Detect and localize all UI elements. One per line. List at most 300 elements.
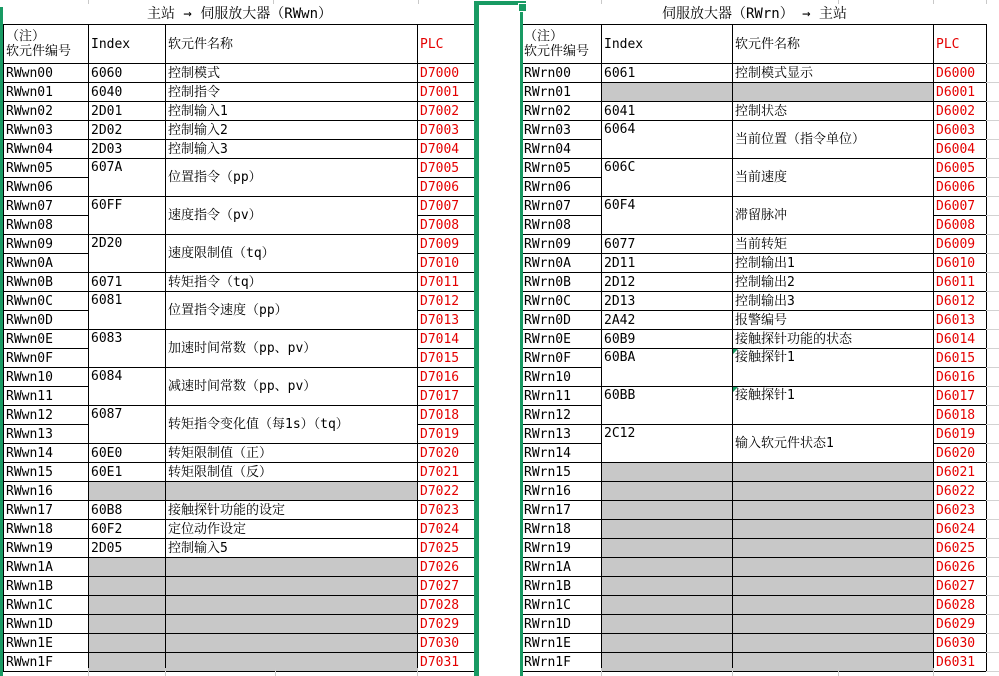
cell-device-name-text: 速度指令（pv）: [168, 208, 262, 223]
cell-device-number[interactable]: RWrn01: [522, 83, 602, 102]
cell-device-name-text: 控制输出2: [735, 274, 795, 290]
cell-index[interactable]: 60FF: [89, 197, 166, 235]
cell-index[interactable]: [602, 615, 733, 634]
cell-index[interactable]: [602, 653, 733, 672]
cell-plc-address[interactable]: D6015: [934, 349, 987, 368]
cell-device-name-text: 速度限制值（tq）: [168, 246, 275, 261]
cell-plc-address[interactable]: D7012: [418, 292, 475, 311]
cell-device-number[interactable]: RWrn17: [522, 501, 602, 520]
cell-device-number[interactable]: RWrn08: [522, 216, 602, 235]
cell-index[interactable]: 6061: [602, 64, 733, 83]
cell-index[interactable]: [89, 558, 166, 577]
cell-device-name[interactable]: [733, 235, 934, 254]
cell-device-number[interactable]: RWrn0C: [522, 292, 602, 311]
header-device-number-line: 软元件编号: [524, 44, 590, 59]
cell-device-number[interactable]: RWwn12: [4, 406, 89, 425]
gridline-stub: [273, 0, 274, 4]
cell-device-name[interactable]: [166, 444, 418, 463]
cell-plc-address[interactable]: D6006: [934, 178, 987, 197]
cell-device-number[interactable]: RWwn10: [4, 368, 89, 387]
cell-device-number[interactable]: RWwn00: [4, 64, 89, 83]
gridline-stub: [986, 0, 987, 4]
cell-plc-address[interactable]: D6017: [934, 387, 987, 406]
cell-device-name[interactable]: [733, 292, 934, 311]
cell-device-number[interactable]: RWrn0A: [522, 254, 602, 273]
cell-index[interactable]: [602, 520, 733, 539]
cell-index[interactable]: 60B8: [89, 501, 166, 520]
cell-device-number[interactable]: RWwn1C: [4, 596, 89, 615]
cell-device-number[interactable]: RWwn0F: [4, 349, 89, 368]
cell-device-name-text: 控制输入1: [168, 103, 228, 119]
cell-device-name[interactable]: [166, 64, 418, 83]
cell-plc-address[interactable]: D7006: [418, 178, 475, 197]
cell-device-name[interactable]: [166, 159, 418, 197]
cell-device-name[interactable]: [166, 197, 418, 235]
cell-device-number[interactable]: RWwn15: [4, 463, 89, 482]
cell-index[interactable]: [602, 463, 733, 482]
cell-device-number[interactable]: RWrn0D: [522, 311, 602, 330]
cell-plc-address[interactable]: D7002: [418, 102, 475, 121]
cell-index[interactable]: 6041: [602, 102, 733, 121]
selection-edge-left-line: [0, 7, 3, 676]
cell-device-name[interactable]: [166, 121, 418, 140]
cell-device-number[interactable]: RWrn04: [522, 140, 602, 159]
cell-device-name-text: 控制输出1: [735, 255, 795, 271]
cell-device-number[interactable]: RWrn13: [522, 425, 602, 444]
cell-plc-address[interactable]: D6020: [934, 444, 987, 463]
cell-device-name[interactable]: [166, 634, 418, 653]
cell-plc-address[interactable]: D6016: [934, 368, 987, 387]
cell-index[interactable]: 2D05: [89, 539, 166, 558]
cell-plc-address[interactable]: D6003: [934, 121, 987, 140]
cell-device-number[interactable]: RWrn1B: [522, 577, 602, 596]
cell-plc-address[interactable]: D7013: [418, 311, 475, 330]
cell-index[interactable]: [89, 653, 166, 672]
cell-device-number[interactable]: RWwn0E: [4, 330, 89, 349]
cell-device-number[interactable]: RWwn1F: [4, 653, 89, 672]
cell-index[interactable]: 2D02: [89, 121, 166, 140]
cell-index[interactable]: 2D20: [89, 235, 166, 273]
cell-plc-address[interactable]: D6018: [934, 406, 987, 425]
cell-plc-address[interactable]: D6000: [934, 64, 987, 83]
cell-device-name[interactable]: [166, 653, 418, 672]
cell-device-number[interactable]: RWrn05: [522, 159, 602, 178]
cell-plc-address[interactable]: D7010: [418, 254, 475, 273]
cell-device-name-text: 控制状态: [735, 103, 788, 119]
cell-plc-address[interactable]: D7005: [418, 159, 475, 178]
gridline-stub: [732, 668, 733, 676]
cell-device-name-text: 当前位置（指令单位）: [735, 132, 866, 147]
cell-device-name[interactable]: [733, 349, 934, 387]
gridline-stub: [165, 668, 166, 676]
cell-device-name[interactable]: [166, 140, 418, 159]
cell-device-name-text: 控制输入2: [168, 122, 228, 138]
gridline-stub: [88, 0, 89, 4]
cell-device-name[interactable]: [733, 520, 934, 539]
cell-device-number[interactable]: RWwn18: [4, 520, 89, 539]
cell-index[interactable]: 606C: [602, 159, 733, 197]
cell-device-number[interactable]: RWrn1C: [522, 596, 602, 615]
cell-device-number[interactable]: RWwn02: [4, 102, 89, 121]
gridline-stub: [933, 0, 934, 4]
cell-device-name[interactable]: [733, 311, 934, 330]
cell-device-number[interactable]: RWwn09: [4, 235, 89, 254]
cell-device-name-text: 加速时间常数（pp、pv）: [168, 341, 317, 356]
cell-device-name[interactable]: [166, 482, 418, 501]
cell-device-number[interactable]: RWrn14: [522, 444, 602, 463]
cell-device-name[interactable]: [733, 634, 934, 653]
cell-plc-address[interactable]: D6001: [934, 83, 987, 102]
cell-index[interactable]: [89, 482, 166, 501]
cell-plc-address[interactable]: D6027: [934, 577, 987, 596]
cell-plc-address[interactable]: D7020: [418, 444, 475, 463]
cell-device-number[interactable]: RWwn04: [4, 140, 89, 159]
cell-device-number[interactable]: RWwn0B: [4, 273, 89, 292]
header-index[interactable]: Index: [89, 25, 166, 64]
cell-device-name[interactable]: [166, 406, 418, 444]
cell-index[interactable]: 2D11: [602, 254, 733, 273]
gridline-stub: [88, 668, 89, 676]
cell-plc-address[interactable]: D7026: [418, 558, 475, 577]
header-device-number[interactable]: [4, 25, 89, 64]
cell-device-name[interactable]: [166, 235, 418, 273]
cell-index[interactable]: [602, 83, 733, 102]
cell-device-number[interactable]: RWwn0C: [4, 292, 89, 311]
empty-cells-gridlines: [986, 63, 999, 672]
cell-error-indicator-icon: [733, 387, 738, 392]
cell-device-name[interactable]: [166, 558, 418, 577]
cell-device-name[interactable]: [733, 387, 934, 425]
cell-plc-address[interactable]: D6010: [934, 254, 987, 273]
cell-index[interactable]: [602, 539, 733, 558]
selected-column-right-border: [520, 12, 523, 676]
cell-index[interactable]: [89, 634, 166, 653]
cell-index[interactable]: 6083: [89, 330, 166, 368]
cell-device-number[interactable]: RWrn16: [522, 482, 602, 501]
cell-device-number[interactable]: RWrn03: [522, 121, 602, 140]
cell-device-name-text: 位置指令（pp）: [168, 170, 262, 185]
cell-device-number[interactable]: RWrn10: [522, 368, 602, 387]
cell-device-name[interactable]: [733, 501, 934, 520]
cell-device-name[interactable]: [166, 596, 418, 615]
cell-index[interactable]: 6060: [89, 64, 166, 83]
cell-device-name[interactable]: [733, 577, 934, 596]
cell-index[interactable]: 60E0: [89, 444, 166, 463]
cell-device-number[interactable]: RWwn05: [4, 159, 89, 178]
cell-plc-address[interactable]: D7011: [418, 273, 475, 292]
cell-plc-address[interactable]: D7015: [418, 349, 475, 368]
cell-device-name[interactable]: [166, 330, 418, 368]
header-device-number-line: （注）: [524, 29, 564, 44]
cell-index[interactable]: 2D13: [602, 292, 733, 311]
cell-plc-address[interactable]: D7027: [418, 577, 475, 596]
cell-plc-address[interactable]: D6021: [934, 463, 987, 482]
cell-device-name-text: 转矩指令（tq）: [168, 274, 262, 290]
cell-device-name[interactable]: [733, 121, 934, 159]
cell-device-number[interactable]: RWwn17: [4, 501, 89, 520]
cell-plc-address[interactable]: D7017: [418, 387, 475, 406]
cell-device-number[interactable]: RWwn1B: [4, 577, 89, 596]
cell-plc-address[interactable]: D7001: [418, 83, 475, 102]
cell-index[interactable]: [89, 596, 166, 615]
cell-plc-address[interactable]: D7023: [418, 501, 475, 520]
cell-device-name-text: 控制指令: [168, 84, 221, 100]
cell-device-name[interactable]: [166, 102, 418, 121]
io-map-table: [3, 4, 475, 672]
cell-device-number[interactable]: RWwn03: [4, 121, 89, 140]
gridline-stub: [601, 0, 602, 4]
cell-device-name-text: 接触探针功能的状态: [735, 331, 853, 347]
cell-device-number[interactable]: RWrn0F: [522, 349, 602, 368]
cell-device-name-text: 转矩限制值（反）: [168, 464, 273, 480]
cell-plc-address[interactable]: D6008: [934, 216, 987, 235]
cell-index[interactable]: 6077: [602, 235, 733, 254]
cell-device-number[interactable]: RWwn0D: [4, 311, 89, 330]
cell-device-number[interactable]: RWwn0A: [4, 254, 89, 273]
cell-device-number[interactable]: RWwn13: [4, 425, 89, 444]
cell-device-number[interactable]: RWrn15: [522, 463, 602, 482]
cell-device-name[interactable]: [733, 254, 934, 273]
cell-plc-address[interactable]: D7031: [418, 653, 475, 672]
cell-index[interactable]: 60BB: [602, 387, 733, 425]
cell-plc-address[interactable]: D7009: [418, 235, 475, 254]
cell-device-name[interactable]: [733, 653, 934, 672]
cell-plc-address[interactable]: D6014: [934, 330, 987, 349]
cell-plc-address[interactable]: D7004: [418, 140, 475, 159]
gridline-stub: [838, 0, 839, 4]
cell-device-number[interactable]: RWwn1E: [4, 634, 89, 653]
cell-index[interactable]: 6040: [89, 83, 166, 102]
cell-index[interactable]: 6071: [89, 273, 166, 292]
cell-device-name[interactable]: [166, 577, 418, 596]
cell-plc-address[interactable]: D6005: [934, 159, 987, 178]
cell-device-name-text: 输入软元件状态1: [735, 436, 834, 451]
cell-index[interactable]: 2D01: [89, 102, 166, 121]
cell-device-name[interactable]: [166, 273, 418, 292]
table-title[interactable]: 伺服放大器（RWrn） → 主站: [522, 4, 987, 25]
cell-index[interactable]: 6081: [89, 292, 166, 330]
cell-device-number[interactable]: RWrn1D: [522, 615, 602, 634]
cell-device-name[interactable]: [733, 102, 934, 121]
cell-device-name[interactable]: [166, 83, 418, 102]
cell-device-name[interactable]: [166, 539, 418, 558]
cell-plc-address[interactable]: D6002: [934, 102, 987, 121]
cell-device-name[interactable]: [733, 197, 934, 235]
cell-device-number[interactable]: RWwn14: [4, 444, 89, 463]
cell-index[interactable]: 60E1: [89, 463, 166, 482]
cell-device-number[interactable]: RWwn06: [4, 178, 89, 197]
cell-device-name-text: 转矩限制值（正）: [168, 445, 273, 461]
cell-device-number[interactable]: RWwn1D: [4, 615, 89, 634]
cell-device-name-text: 转矩指令变化值（每1s）（tq）: [168, 417, 349, 432]
cell-plc-address[interactable]: D6012: [934, 292, 987, 311]
cell-index[interactable]: 2D03: [89, 140, 166, 159]
cell-device-name-text: 接触探针1: [735, 388, 795, 403]
cell-device-number[interactable]: RWrn18: [522, 520, 602, 539]
cell-device-number[interactable]: RWwn19: [4, 539, 89, 558]
cell-device-number[interactable]: RWwn01: [4, 83, 89, 102]
cell-plc-address[interactable]: D6011: [934, 273, 987, 292]
cell-plc-address[interactable]: D7024: [418, 520, 475, 539]
cell-plc-address[interactable]: D7022: [418, 482, 475, 501]
cell-device-number[interactable]: RWrn11: [522, 387, 602, 406]
cell-device-number[interactable]: RWrn12: [522, 406, 602, 425]
cell-plc-address[interactable]: D7008: [418, 216, 475, 235]
cell-plc-address[interactable]: D6009: [934, 235, 987, 254]
cell-error-indicator-icon: [733, 349, 738, 354]
cell-device-name[interactable]: [166, 520, 418, 539]
cell-plc-address[interactable]: D6022: [934, 482, 987, 501]
cell-index[interactable]: [89, 615, 166, 634]
cell-device-name[interactable]: [733, 539, 934, 558]
cell-device-name[interactable]: [733, 482, 934, 501]
cell-index[interactable]: 60F4: [602, 197, 733, 235]
table-title[interactable]: 主站 → 伺服放大器（RWwn）: [4, 4, 475, 25]
cell-plc-address[interactable]: D6007: [934, 197, 987, 216]
selected-column-left-border: [474, 1, 479, 676]
cell-plc-address[interactable]: D7028: [418, 596, 475, 615]
cell-plc-address[interactable]: D6004: [934, 140, 987, 159]
cell-device-name[interactable]: [166, 501, 418, 520]
cell-device-name-text: 报警编号: [735, 312, 788, 328]
header-device-name[interactable]: 软元件名称: [166, 25, 418, 64]
cell-device-number[interactable]: RWrn00: [522, 64, 602, 83]
cell-index[interactable]: 2D12: [602, 273, 733, 292]
cell-device-number[interactable]: RWrn19: [522, 539, 602, 558]
cell-index[interactable]: 6087: [89, 406, 166, 444]
cell-device-number[interactable]: RWrn0B: [522, 273, 602, 292]
cell-device-number[interactable]: RWwn07: [4, 197, 89, 216]
cell-plc-address[interactable]: D7018: [418, 406, 475, 425]
cell-device-name-text: 定位动作设定: [168, 521, 247, 537]
cell-device-number[interactable]: RWrn02: [522, 102, 602, 121]
cell-device-name[interactable]: [733, 330, 934, 349]
cell-device-number[interactable]: RWrn07: [522, 197, 602, 216]
cell-device-name-text: 减速时间常数（pp、pv）: [168, 379, 317, 394]
cell-index[interactable]: 2A42: [602, 311, 733, 330]
cell-index[interactable]: 607A: [89, 159, 166, 197]
cell-device-name-text: 控制模式: [168, 65, 221, 81]
cell-device-number[interactable]: RWrn1E: [522, 634, 602, 653]
cell-plc-address[interactable]: D6013: [934, 311, 987, 330]
cell-device-number[interactable]: RWwn11: [4, 387, 89, 406]
cell-plc-address[interactable]: D7000: [418, 64, 475, 83]
cell-plc-address[interactable]: D7029: [418, 615, 475, 634]
cell-index[interactable]: 60BA: [602, 349, 733, 387]
header-plc[interactable]: PLC: [418, 25, 475, 64]
cell-index[interactable]: 2C12: [602, 425, 733, 463]
cell-device-number[interactable]: RWrn0E: [522, 330, 602, 349]
cell-device-number[interactable]: RWwn16: [4, 482, 89, 501]
cell-device-name[interactable]: [733, 159, 934, 197]
header-device-number[interactable]: [522, 25, 602, 64]
cell-device-number[interactable]: RWrn06: [522, 178, 602, 197]
cell-index[interactable]: [602, 596, 733, 615]
cell-device-name-text: 接触探针功能的设定: [168, 502, 286, 518]
header-device-number-line: （注）: [6, 29, 46, 44]
cell-index[interactable]: [602, 634, 733, 653]
cell-device-name[interactable]: [733, 273, 934, 292]
header-index[interactable]: Index: [602, 25, 733, 64]
cell-device-name[interactable]: [733, 64, 934, 83]
io-map-table: [521, 4, 987, 672]
header-device-number-line: 软元件编号: [6, 44, 72, 59]
cell-plc-address[interactable]: D6023: [934, 501, 987, 520]
cell-index[interactable]: [602, 482, 733, 501]
cell-device-name[interactable]: [166, 463, 418, 482]
cell-plc-address[interactable]: D7025: [418, 539, 475, 558]
gridline-stub: [933, 668, 934, 676]
cell-plc-address[interactable]: D7030: [418, 634, 475, 653]
cell-plc-address[interactable]: D7014: [418, 330, 475, 349]
cell-device-name[interactable]: [733, 425, 934, 463]
cell-device-name-text: 当前转矩: [735, 236, 788, 252]
cell-device-name[interactable]: [733, 615, 934, 634]
cell-device-name-text: 控制输入5: [168, 540, 228, 556]
cell-device-name[interactable]: [166, 368, 418, 406]
cell-device-name[interactable]: [166, 292, 418, 330]
cell-index[interactable]: 60F2: [89, 520, 166, 539]
cell-plc-address[interactable]: D7016: [418, 368, 475, 387]
cell-device-name[interactable]: [733, 596, 934, 615]
cell-device-name-text: 控制输出3: [735, 293, 795, 309]
header-device-name[interactable]: 软元件名称: [733, 25, 934, 64]
cell-device-number[interactable]: RWwn1A: [4, 558, 89, 577]
cell-device-name[interactable]: [166, 615, 418, 634]
gridline-stub: [418, 0, 419, 4]
cell-plc-address[interactable]: D6024: [934, 520, 987, 539]
cell-device-name[interactable]: [733, 83, 934, 102]
cell-device-number[interactable]: RWwn08: [4, 216, 89, 235]
cell-index[interactable]: [602, 558, 733, 577]
cell-device-name-text: 控制模式显示: [735, 65, 814, 81]
cell-device-number[interactable]: RWrn1F: [522, 653, 602, 672]
cell-plc-address[interactable]: D7007: [418, 197, 475, 216]
gridline-stub: [601, 668, 602, 676]
cell-device-name-text: 滞留脉冲: [735, 208, 788, 223]
selection-fill-handle[interactable]: [519, 4, 526, 11]
cell-plc-address[interactable]: D6019: [934, 425, 987, 444]
cell-device-name-text: 接触探针1: [735, 350, 795, 365]
cell-plc-address[interactable]: D6029: [934, 615, 987, 634]
cell-device-number[interactable]: RWrn1A: [522, 558, 602, 577]
cell-device-name-text: 控制输入3: [168, 141, 228, 157]
cell-index[interactable]: 60B9: [602, 330, 733, 349]
cell-plc-address[interactable]: D7021: [418, 463, 475, 482]
cell-index[interactable]: [602, 577, 733, 596]
cell-device-name-text: 位置指令速度（pp）: [168, 303, 288, 318]
cell-device-number[interactable]: RWrn09: [522, 235, 602, 254]
cell-index[interactable]: 6064: [602, 121, 733, 159]
gridline-stub: [275, 668, 276, 676]
cell-plc-address[interactable]: D6031: [934, 653, 987, 672]
cell-device-name[interactable]: [733, 558, 934, 577]
cell-plc-address[interactable]: D7003: [418, 121, 475, 140]
cell-plc-address[interactable]: D6025: [934, 539, 987, 558]
cell-plc-address[interactable]: D6026: [934, 558, 987, 577]
cell-device-name-text: 当前速度: [735, 170, 788, 185]
gridline-stub: [417, 668, 418, 676]
cell-plc-address[interactable]: D7019: [418, 425, 475, 444]
cell-plc-address[interactable]: D6030: [934, 634, 987, 653]
cell-index[interactable]: [89, 577, 166, 596]
cell-index[interactable]: [602, 501, 733, 520]
gridline-stub: [838, 668, 839, 676]
header-plc[interactable]: PLC: [934, 25, 987, 64]
cell-index[interactable]: 6084: [89, 368, 166, 406]
cell-plc-address[interactable]: D6028: [934, 596, 987, 615]
cell-device-name[interactable]: [733, 463, 934, 482]
